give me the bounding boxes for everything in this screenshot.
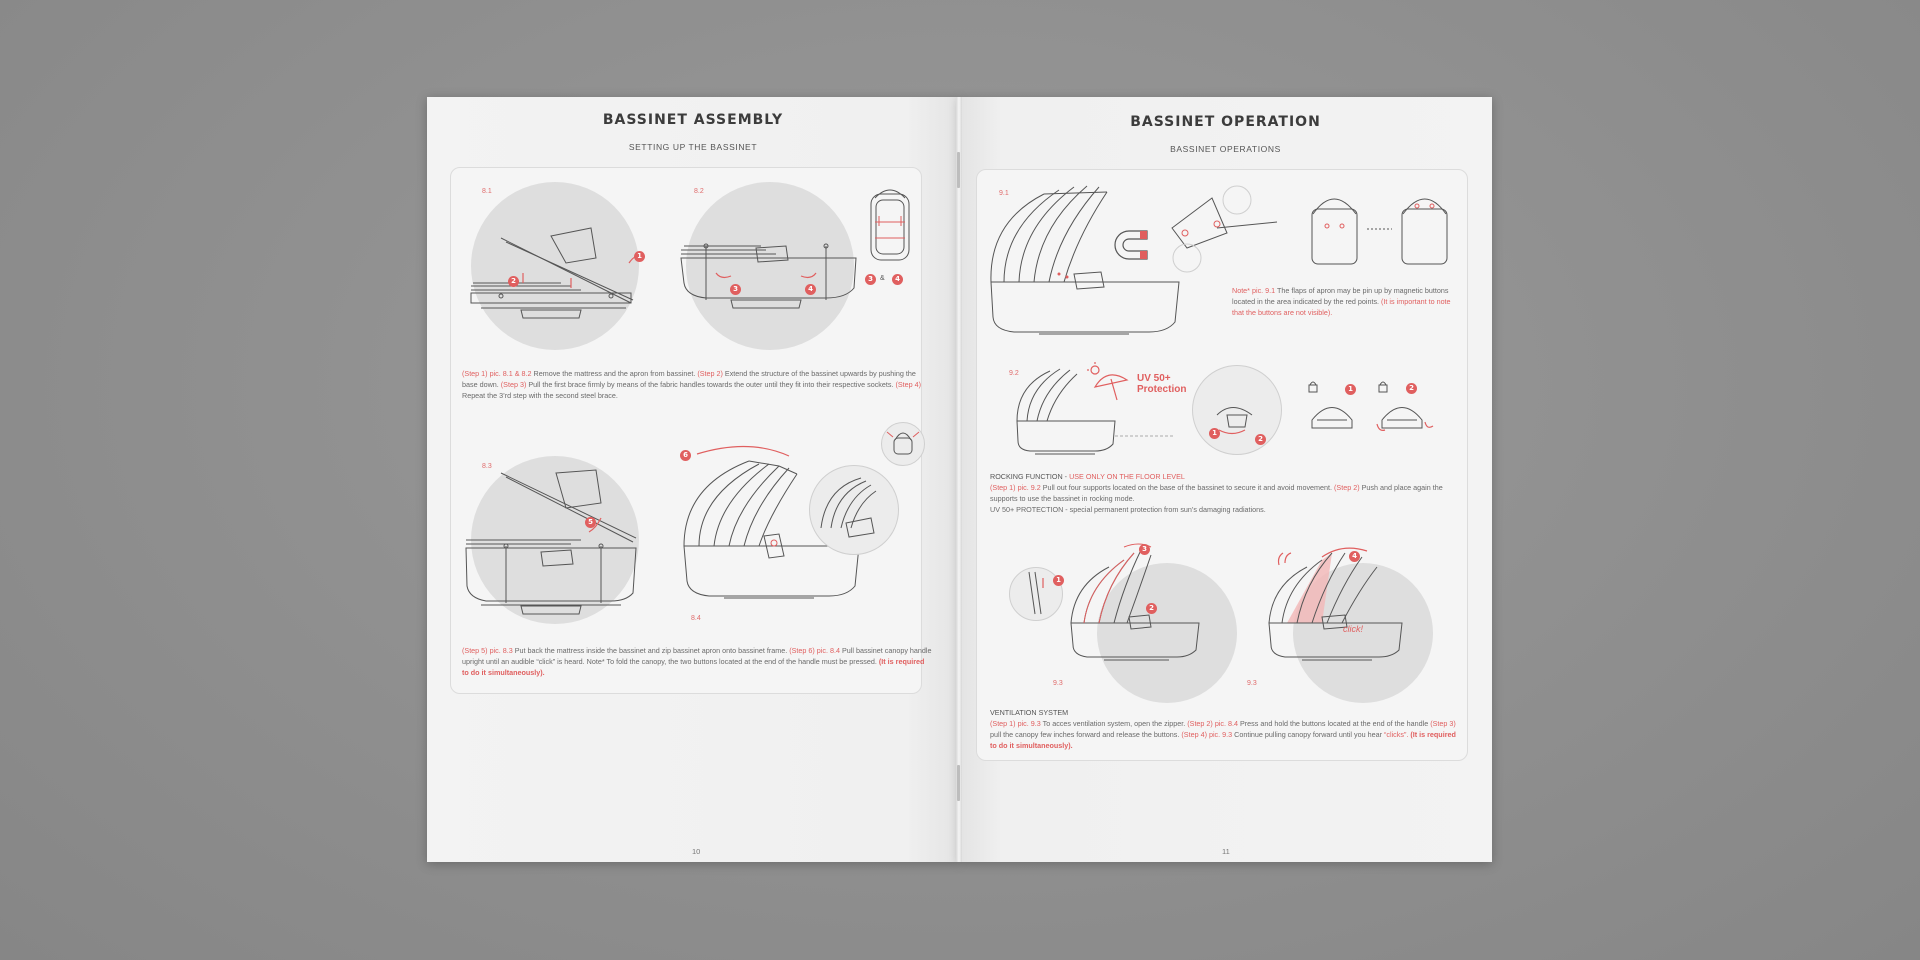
assembly-steps-5-6-text: (Step 5) pic. 8.3 Put back the mattress inside the bassinet and zip bassinet apron onto bassinet frame. (Step 6) pic. 8.4 Pull bassinet canopy handle upright until an audible “click” is heard. Note* To fold the canopy, the two buttons located at the end of the handle must be pressed. (It is required to do it simultaneously). [462, 646, 932, 677]
apron-pinned-illustrations [1307, 184, 1457, 269]
left-page [427, 97, 959, 862]
fig-label-9-1: 9.1 [999, 190, 1009, 197]
uv-protection-label [1137, 373, 1186, 395]
page-subtitle: SETTING UP THE BASSINET [628, 142, 758, 152]
fig-label-9-3-left: 9.3 [1053, 680, 1063, 687]
step-badge-4-small: 4 [892, 274, 903, 285]
bassinet-top-view-illustration [869, 186, 913, 266]
step-badge-1: 1 [634, 251, 645, 262]
assembly-panel [450, 167, 932, 694]
open-booklet [427, 97, 1492, 862]
step-badge-6: 6 [680, 450, 691, 461]
vent-badge-3: 3 [1139, 544, 1150, 555]
fig-label-8-3: 8.3 [482, 463, 492, 470]
step-badge-2: 2 [508, 276, 519, 287]
vent-badge-1: 1 [1053, 575, 1064, 586]
bassinet-illustration-8-1 [461, 208, 661, 338]
rocking-function-text: ROCKING FUNCTION - USE ONLY ON THE FLOOR LEVEL (Step 1) pic. 9.2 Pull out four supports located on the base of the bassinet to secure it and avoid movement. (Step 2) Push and place again the supports to use the bassinet in rocking mode. UV 50+ PROTECTION - special permanent protection from sun’s damaging radiations. [990, 472, 1443, 514]
step-badge-4: 4 [805, 284, 816, 295]
fig-label-8-4: 8.4 [691, 615, 701, 622]
assembly-steps-1-4-text: (Step 1) pic. 8.1 & 8.2 Remove the mattress and the apron from bassinet. (Step 2) Extend the structure of the bassinet upwards by pushing the base down. (Step 3) Pull the first brace firmly by means of the fabric handles towards the outer until they fit into their respective sockets. (Step 4) Repeat the 3’rd step with the second steel brace. [462, 369, 922, 400]
vent-badge-4: 4 [1349, 551, 1360, 562]
vent-badge-2: 2 [1146, 603, 1157, 614]
bassinet-illustration-8-3 [461, 468, 661, 618]
step-badge-5: 5 [585, 517, 596, 528]
step-badge-3-small: 3 [865, 274, 876, 285]
page-title: BASSINET OPERATION [1130, 114, 1321, 130]
click-label: click! [1343, 624, 1363, 634]
page-title: BASSINET ASSEMBLY [602, 112, 784, 128]
zipper-icon [1017, 570, 1057, 618]
bassinet-illustration-9-3-left [1069, 545, 1209, 675]
fig-label-9-2: 9.2 [1009, 370, 1019, 377]
ampersand-label: & [880, 275, 885, 282]
apron-note-text: Note* pic. 9.1 The flaps of apron may be pin up by magnetic buttons located in the area indicated by the red points. (It is important to note that the buttons are not visible). [1232, 286, 1451, 317]
rocking-badge-1: 1 [1209, 428, 1220, 439]
small-bassinet-icon [891, 428, 917, 458]
ventilation-system-text: VENTILATION SYSTEM (Step 1) pic. 9.3 To acces ventilation system, open the zipper. (Step 2) pic. 8.4 Press and hold the buttons located at the end of the handle (Step 3) pull the canopy few inches forward and release the buttons. (Step 4) pic. 9.3 Continue pulling canopy forward until you hear “clicks”. (It is required to do it simultaneously). [990, 708, 1456, 750]
bassinet-illustration-8-2 [676, 228, 876, 338]
fig-label-8-2: 8.2 [694, 188, 704, 195]
page-number: 10 [692, 847, 701, 856]
rocking-badge-2: 2 [1255, 434, 1266, 445]
lock-badge-1: 1 [1345, 384, 1356, 395]
operation-panel [976, 169, 1468, 761]
right-page [959, 97, 1492, 862]
lock-badge-2: 2 [1406, 383, 1417, 394]
page-number: 11 [1222, 847, 1230, 856]
fig-label-8-1: 8.1 [482, 188, 492, 195]
bassinet-illustration-9-1 [989, 182, 1194, 342]
booklet-spine [956, 97, 962, 862]
magnet-icon [1107, 225, 1157, 265]
uv-protection-line: UV 50+ Protection [1137, 373, 1187, 395]
bassinet-illustration-9-3-right [1267, 545, 1417, 675]
fig-label-9-3-right: 9.3 [1247, 680, 1257, 687]
canopy-detail-illustration [816, 473, 896, 548]
lock-unlock-illustrations [1307, 380, 1457, 445]
apron-flap-detail-illustration [1167, 188, 1277, 268]
page-subtitle: BASSINET OPERATIONS [1170, 144, 1281, 154]
sun-umbrella-icon [1087, 362, 1137, 402]
staple-bottom [957, 765, 960, 801]
staple-top [957, 152, 960, 188]
step-badge-3: 3 [730, 284, 741, 295]
